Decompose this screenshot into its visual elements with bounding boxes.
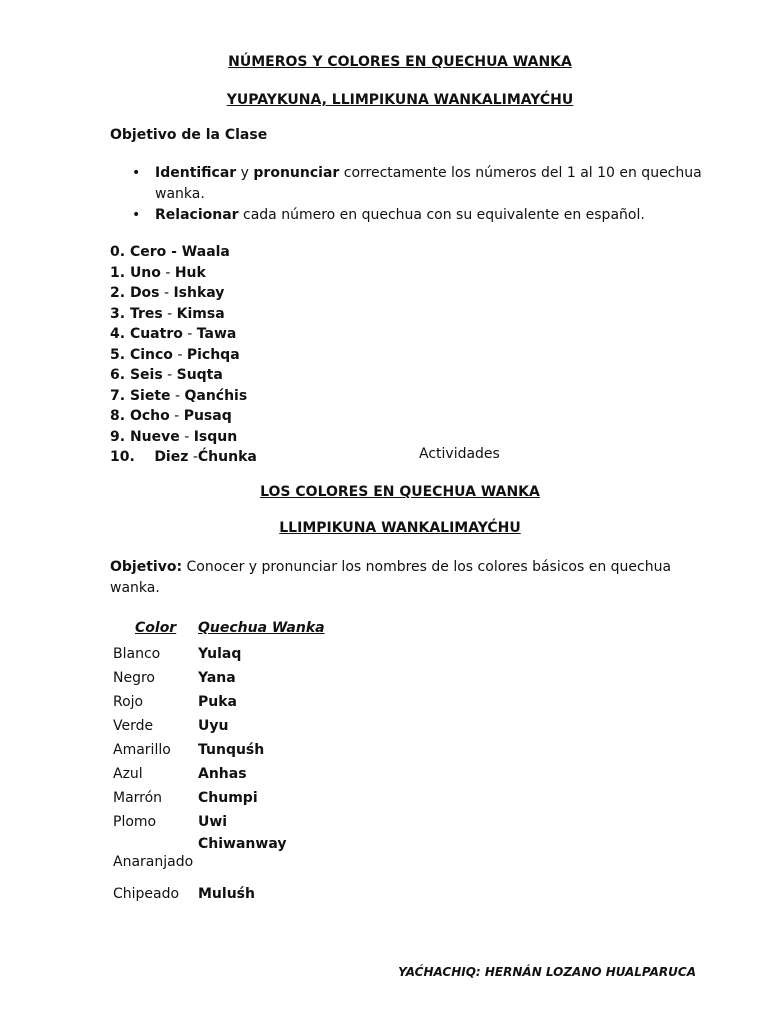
number-item: [110, 263, 257, 284]
number-index: 4.: [110, 326, 126, 342]
number-spanish: Tres: [129, 305, 163, 322]
number-index: 6.: [110, 367, 126, 383]
color-spanish: Amarillo: [113, 742, 171, 758]
number-quechua: Kimsa: [176, 305, 225, 322]
number-item: [110, 345, 257, 366]
color-spanish: Rojo: [113, 694, 144, 710]
table-row: [113, 762, 325, 786]
colors-objective: [110, 557, 690, 599]
color-quechua: Chiwanway: [198, 836, 287, 852]
color-spanish: Azul: [113, 766, 143, 782]
numbers-list: [110, 242, 257, 468]
color-spanish: Verde: [113, 718, 154, 734]
number-separator: -: [182, 326, 197, 342]
table-row: [113, 810, 325, 834]
number-separator: -: [166, 244, 182, 260]
number-index: 0.: [110, 244, 126, 260]
number-spanish: Uno: [129, 264, 161, 281]
number-item: [110, 365, 257, 386]
number-item: [110, 386, 257, 407]
number-item: [110, 242, 257, 263]
table-row: [113, 738, 325, 762]
table-header-row: [113, 618, 325, 642]
number-separator: -: [159, 285, 174, 301]
color-spanish: Blanco: [113, 646, 161, 662]
color-quechua: Uyu: [198, 718, 229, 734]
colors-section-subtitle: LLIMPIKUNA WANKALIMAYĆHU: [279, 520, 521, 536]
number-spanish: Cinco: [129, 346, 173, 363]
number-quechua: Ćhunka: [197, 449, 257, 465]
column-header-quechua: Quechua Wanka: [198, 619, 325, 636]
color-quechua: Uwi: [198, 814, 228, 830]
number-index: 9.: [110, 428, 126, 445]
number-quechua: Qanćhis: [184, 387, 248, 404]
number-index: 2.: [110, 285, 126, 301]
number-separator: -: [172, 346, 187, 363]
color-spanish: Anaranjado: [113, 854, 194, 870]
number-spanish: Diez: [154, 449, 189, 465]
number-spanish: Cuatro: [129, 326, 183, 342]
table-row: [113, 834, 325, 884]
color-spanish: Negro: [113, 670, 155, 686]
table-row: [113, 714, 325, 738]
number-separator: -: [160, 264, 175, 281]
table-row: [113, 690, 325, 714]
color-quechua: Yulaq: [198, 646, 242, 662]
bullet-text: y: [236, 165, 254, 181]
colors-table: [113, 618, 325, 904]
color-spanish: Plomo: [113, 814, 157, 830]
number-index: 5.: [110, 346, 126, 363]
number-spanish: Ocho: [129, 408, 170, 424]
number-quechua: Tawa: [196, 326, 237, 342]
color-quechua: Puka: [198, 694, 237, 710]
number-item: [110, 427, 257, 448]
bullet-bold-text: pronunciar: [253, 165, 340, 181]
objective-heading: Objetivo de la Clase: [110, 127, 268, 143]
number-separator: -: [162, 367, 177, 383]
bullet-bold-text: Relacionar: [155, 207, 239, 223]
table-row: [113, 666, 325, 690]
number-quechua: Pichqa: [186, 346, 240, 363]
number-index: 1.: [110, 264, 126, 281]
objective-bullet-list: [128, 163, 708, 226]
number-separator: -: [170, 387, 185, 404]
number-index: 7.: [110, 387, 126, 404]
number-item: [110, 447, 257, 468]
color-spanish: Chipeado: [113, 886, 180, 902]
objective-bullet: [128, 205, 708, 226]
number-quechua: Waala: [181, 244, 230, 260]
actividades-label: Actividades: [419, 446, 500, 462]
objective-bullet: [128, 163, 708, 205]
number-spanish: Seis: [129, 367, 163, 383]
number-quechua: Huk: [174, 264, 206, 281]
number-index: 10.: [110, 449, 135, 465]
number-separator: -: [169, 408, 184, 424]
number-spanish: Dos: [129, 285, 160, 301]
column-header-color: Color: [135, 619, 177, 636]
number-quechua: Suqta: [176, 367, 223, 383]
number-separator: -: [162, 305, 177, 322]
number-separator: -: [179, 428, 194, 445]
color-quechua: Anhas: [198, 766, 247, 782]
bullet-text: cada número en quechua con su equivalente en español.: [238, 207, 645, 223]
color-quechua: Chumpi: [198, 790, 258, 806]
number-index: 8.: [110, 408, 126, 424]
table-row: [113, 642, 325, 666]
footer-author: YAĆHACHIQ: HERNÁN LOZANO HUALPARUCA: [398, 965, 696, 979]
colors-section-title: LOS COLORES EN QUECHUA WANKA: [260, 484, 540, 500]
color-quechua: Yana: [198, 670, 236, 686]
page-subtitle: YUPAYKUNA, LLIMPIKUNA WANKALIMAYĆHU: [226, 92, 574, 108]
colors-objective-label: Objetivo:: [110, 559, 183, 575]
colors-objective-text: Conocer y pronunciar los nombres de los colores básicos en quechua wanka.: [110, 559, 672, 596]
number-item: [110, 324, 257, 345]
color-spanish: Marrón: [113, 790, 163, 806]
number-item: [110, 283, 257, 304]
color-quechua: Muluśh: [198, 886, 255, 902]
number-quechua: Pusaq: [183, 408, 232, 424]
number-spanish: Siete: [129, 387, 171, 404]
number-quechua: Isqun: [193, 428, 238, 445]
number-spanish: Cero: [129, 244, 167, 260]
page-title: NÚMEROS Y COLORES EN QUECHUA WANKA: [228, 54, 572, 70]
bullet-bold-text: Identificar: [155, 165, 237, 181]
number-item: [110, 406, 257, 427]
number-index: 3.: [110, 305, 126, 322]
table-row: [113, 786, 325, 810]
bullet-text: correctamente los números del 1 al 10 en quechua wanka.: [155, 165, 702, 202]
color-quechua: Tunquśh: [198, 742, 265, 758]
number-spanish: Nueve: [129, 428, 180, 445]
number-separator: -: [188, 449, 198, 465]
table-row: [113, 884, 325, 904]
number-quechua: Ishkay: [173, 285, 225, 301]
number-item: [110, 304, 257, 325]
